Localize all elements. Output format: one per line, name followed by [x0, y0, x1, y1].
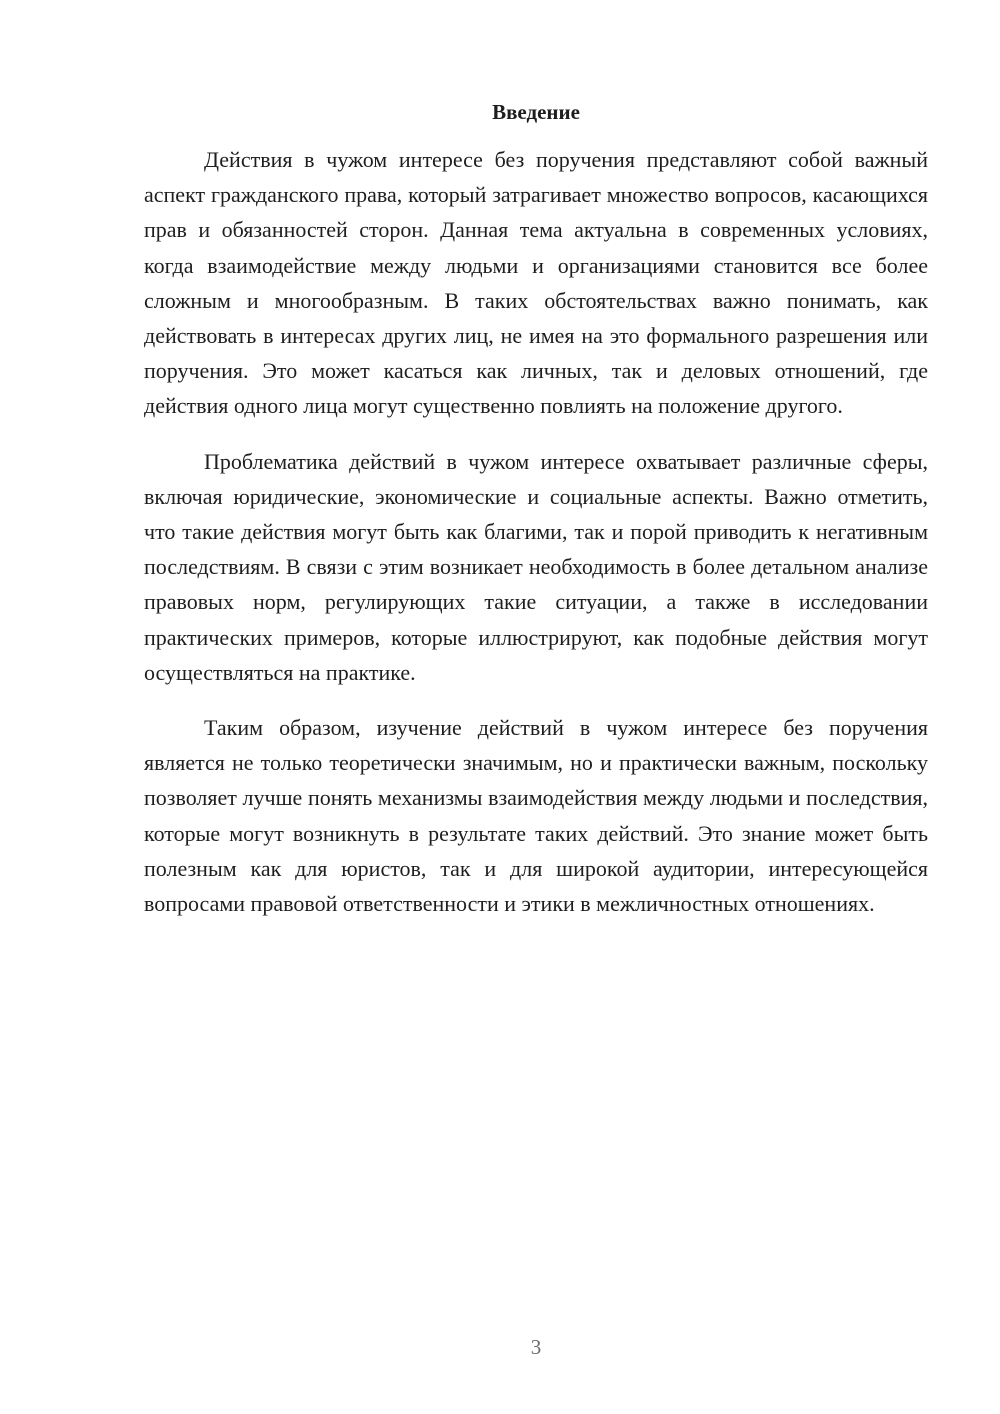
page-number: 3 — [530, 1335, 542, 1359]
paragraph-2: Проблематика действий в чужом интересе охватывает различные сферы, включая юридические, экономические и социальные аспекты. Важно отметить, что такие действия могут быть как благими, так и порой приводить к негативным последствиям. В связи с этим возникает необходимость в более детальном анализе правовых норм, регулирующих такие ситуации, а также в исследовании практических примеров, которые иллюстрируют, как подобные действия могут осуществляться на практике. — [144, 448, 928, 685]
body-text — [144, 142, 928, 941]
paragraph-3: Таким образом, изучение действий в чужом интересе без поручения является не только теоретически значимым, но и практически важным, поскольку позволяет лучше понять механизмы взаимодействия между людьми и последствия, которые могут возникнуть в результате таких действий. Это знание может быть полезным как для юристов, так и для широкой аудитории, интересующейся вопросами правовой ответственности и этики в межличностных отношениях. — [144, 715, 928, 917]
section-title: Введение — [492, 100, 580, 124]
paragraph-1: Действия в чужом интересе без поручения представляют собой важный аспект гражданского права, который затрагивает множество вопросов, касающихся прав и обязанностей сторон. Данная тема актуальна в современных условиях, когда взаимодействие между людьми и организациями становится все более сложным и многообразным. В таких обстоятельствах важно понимать, как действовать в интересах других лиц, не имея на это формального разрешения или поручения. Это может касаться как личных, так и деловых отношений, где действия одного лица могут существенно повлиять на положение другого. — [144, 147, 928, 419]
